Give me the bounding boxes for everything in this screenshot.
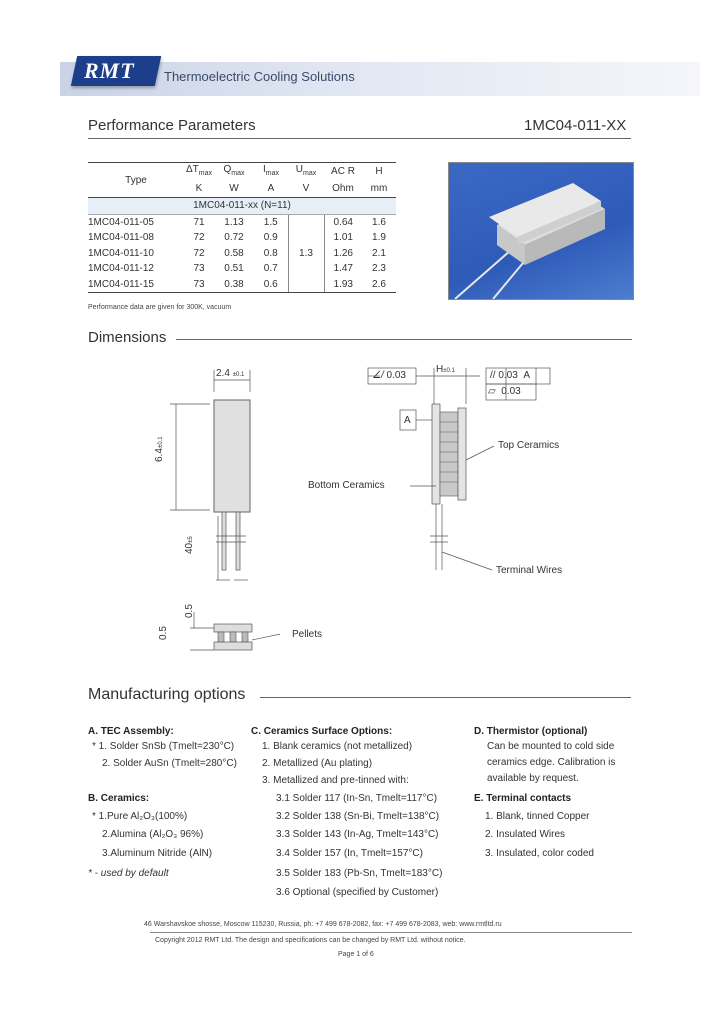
contacts-item: 3. Insulated, color coded [485,848,594,859]
tec-assembly-title: A. TEC Assembly: [88,726,174,737]
manufacturing-title: Manufacturing options [88,686,246,703]
logo-text: RMT [84,58,135,83]
table-row: 1MC04-011-10 72 0.58 0.8 1.26 2.1 [88,247,386,259]
flatness-tolerance: ▱ 0.03 [488,386,521,397]
unit-v: V [288,180,324,198]
ceramics-item: 3.Aluminum Nitride (AlN) [102,848,213,859]
pellet-height-2: 0.5 [158,626,169,640]
height-dimension: 6.4±0.1 [154,436,165,462]
section-rule [88,138,631,139]
flatness-value: ∠/ 0.03 [372,370,406,381]
col-dtmax: $\Delta T_{max}$ [184,163,214,181]
footer-address: 46 Warshavskoe shosse, Moscow 115230, Russia, ph: +7 499 678-2082, fax: +7 499 678-2083, web: www.rmtltd.ru [144,921,502,928]
top-ceramics-label: Top Ceramics [498,440,560,451]
unit-ohm: Ohm [324,180,362,198]
tec-assembly-item: * 1. Solder SnSb (Tmelt=230°C) [92,741,235,752]
ceramics-title: B. Ceramics: [88,793,150,804]
default-note: * - used by default [88,868,169,879]
wire-length: 40±5 [184,536,195,554]
surface-item: 1. Blank ceramics (not metallized) [262,741,413,752]
col-h: H [362,163,396,181]
model-number: 1MC04-011-XX [524,117,627,134]
surface-subitem: 3.3 Solder 143 (In-Ag, Tmelt=143°C) [276,829,439,840]
terminal-wires-label: Terminal Wires [496,565,563,576]
front-view-drawing [150,360,280,680]
thermistor-text: Can be mounted to cold side [487,741,615,752]
umax-value: 1.3 [288,214,324,293]
table-row: 1MC04-011-05 71 1.13 1.5 1.3 0.64 1.6 [88,214,396,230]
table-row: 1MC04-011-15 73 0.38 0.6 1.93 2.6 [88,277,396,293]
unit-w: W [214,180,254,198]
col-umax: $U_{max}$ [288,163,324,181]
thermistor-text: available by request. [487,773,579,784]
group-label: 1MC04-011-xx (N=11) [88,198,396,215]
unit-k: K [184,180,214,198]
surface-subitem: 3.5 Solder 183 (Pb-Sn, Tmelt=183°C) [276,868,443,879]
col-acr: AC R [324,163,362,181]
thickness-dimension: H±0.1 [436,364,455,375]
unit-a: A [254,180,288,198]
footer-rule [150,932,632,933]
surface-subitem: 3.1 Solder 117 (In-Sn, Tmelt=117°C) [276,793,438,804]
tagline: Thermoelectric Cooling Solutions [164,69,355,84]
footer-copyright: Copyright 2012 RMT Ltd. The design and specifications can be changed by RMT Ltd. without notice. [155,937,466,944]
performance-title: Performance Parameters [88,117,256,134]
col-imax: $I_{max}$ [254,163,288,181]
parallel-tolerance: // 0.03 A [490,370,531,381]
table-row: 1MC04-011-12 73 0.51 0.7 1.47 2.3 [88,263,386,275]
page-number: Page 1 of 6 [338,951,374,958]
pellet-height-1: 0.5 [184,604,195,618]
col-qmax: $Q_{max}$ [214,163,254,181]
section-rule [176,339,632,340]
dimensions-title: Dimensions [88,329,167,346]
surface-item: 3. Metallized and pre-tinned with: [262,775,409,786]
tec-assembly-item: 2. Solder AuSn (Tmelt=280°C) [102,758,237,769]
side-view-drawing [360,360,563,590]
contacts-item: 2. Insulated Wires [485,829,566,840]
unit-mm: mm [362,180,396,198]
performance-note: Performance data are given for 300K, vacuum [88,304,232,311]
datum-a: A [404,415,411,426]
section-rule [260,697,631,698]
pellets-label: Pellets [292,629,323,640]
surface-title: C. Ceramics Surface Options: [251,726,393,737]
surface-subitem: 3.6 Optional (specified by Customer) [276,887,439,898]
ceramics-item: 2.Alumina (Al₂O₃ 96%) [102,829,204,840]
width-dimension: 2.4 ±0.1 [216,368,245,379]
bottom-ceramics-label: Bottom Ceramics [308,480,385,491]
thermistor-title: D. Thermistor (optional) [474,726,588,737]
col-type: Type [88,163,184,198]
surface-subitem: 3.4 Solder 157 (In, Tmelt=157°C) [276,848,423,859]
product-photo [448,162,634,300]
thermistor-text: ceramics edge. Calibration is [487,757,616,768]
performance-table [88,162,396,293]
contacts-item: 1. Blank, tinned Copper [485,811,590,822]
surface-subitem: 3.2 Solder 138 (Sn-Bi, Tmelt=138°C) [276,811,440,822]
ceramics-item: * 1.Pure Al₂O₃(100%) [92,811,188,822]
contacts-title: E. Terminal contacts [474,793,572,804]
table-row: 1MC04-011-08 72 0.72 0.9 1.01 1.9 [88,232,386,244]
surface-item: 2. Metallized (Au plating) [262,758,373,769]
